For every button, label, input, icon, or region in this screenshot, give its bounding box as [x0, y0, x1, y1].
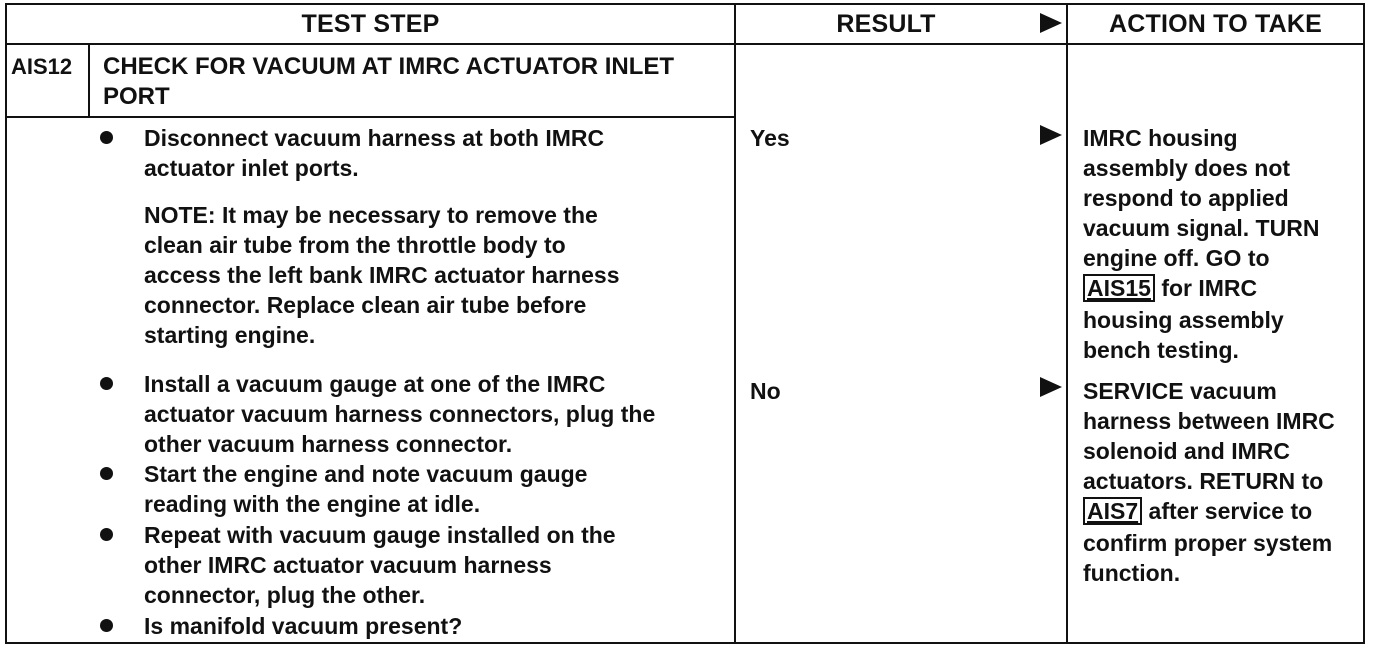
bullet-icon [100, 528, 113, 541]
action-no-line1: SERVICE vacuum [1083, 378, 1277, 404]
action-no-line2: harness between IMRC [1083, 408, 1335, 434]
border-step-id-divider [88, 44, 90, 117]
header-result: RESULT [836, 9, 936, 38]
note-line5: starting engine. [144, 322, 316, 348]
action-no-line7: function. [1083, 560, 1181, 586]
bullet2-line3: other vacuum harness connector. [144, 431, 513, 457]
header-test-step: TEST STEP [301, 9, 440, 38]
bullet4-line3: connector, plug the other. [144, 582, 426, 608]
action-no-line6: confirm proper system [1083, 530, 1333, 556]
step-id: AIS12 [11, 54, 73, 79]
action-no-line5-text: after service to [1142, 498, 1313, 524]
bullet5-line1: Is manifold vacuum present? [144, 613, 463, 639]
border-right [1363, 3, 1365, 644]
action-yes-line7: housing assembly [1083, 307, 1284, 333]
bullet-icon [100, 467, 113, 480]
bullet-icon [100, 377, 113, 390]
result-yes-arrow-icon [1040, 125, 1062, 145]
header-action: ACTION TO TAKE [1109, 9, 1322, 38]
action-yes-line1: IMRC housing [1083, 125, 1238, 151]
result-no-arrow-icon [1040, 377, 1062, 397]
bullet3-line2: reading with the engine at idle. [144, 491, 481, 517]
border-left [5, 3, 7, 644]
bullet-icon [100, 619, 113, 632]
reference-link-ais7[interactable]: AIS7 [1083, 497, 1142, 525]
note-line4: connector. Replace clean air tube before [144, 292, 587, 318]
header-arrow-icon [1040, 13, 1062, 33]
action-yes-line6-text: for IMRC [1154, 275, 1258, 301]
action-yes-line6 [1083, 273, 1257, 303]
border-bottom [5, 642, 1365, 644]
action-yes-line4: vacuum signal. TURN [1083, 215, 1320, 241]
bullet3-line1: Start the engine and note vacuum gauge [144, 461, 588, 487]
action-no-line3: solenoid and IMRC [1083, 438, 1290, 464]
bullet2-line2: actuator vacuum harness connectors, plug the [144, 401, 656, 427]
action-yes-line8: bench testing. [1083, 337, 1239, 363]
border-col-divider-2 [1066, 3, 1068, 644]
note-line1: NOTE: It may be necessary to remove the [144, 202, 598, 228]
step-title-line2: PORT [103, 83, 170, 110]
note-line2: clean air tube from the throttle body to [144, 232, 566, 258]
action-no-line4: actuators. RETURN to [1083, 468, 1324, 494]
bullet-icon [100, 131, 113, 144]
note-line3: access the left bank IMRC actuator harness [144, 262, 620, 288]
action-yes-line5: engine off. GO to [1083, 245, 1270, 271]
border-col-divider-1 [734, 3, 736, 644]
bullet1-line1: Disconnect vacuum harness at both IMRC [144, 125, 605, 151]
action-yes-line3: respond to applied [1083, 185, 1289, 211]
bullet2-line1: Install a vacuum gauge at one of the IMRC [144, 371, 606, 397]
bullet4-line1: Repeat with vacuum gauge installed on the [144, 522, 616, 548]
reference-link-ais15[interactable]: AIS15 [1083, 274, 1155, 302]
result-no: No [750, 378, 781, 404]
bullet1-line2: actuator inlet ports. [144, 155, 359, 181]
result-yes: Yes [750, 125, 790, 151]
step-title-line1: CHECK FOR VACUUM AT IMRC ACTUATOR INLET [103, 53, 675, 80]
action-yes-line2: assembly does not [1083, 155, 1291, 181]
border-step-title-bottom [5, 116, 735, 118]
bullet4-line2: other IMRC actuator vacuum harness [144, 552, 552, 578]
action-no-line5 [1083, 496, 1312, 526]
